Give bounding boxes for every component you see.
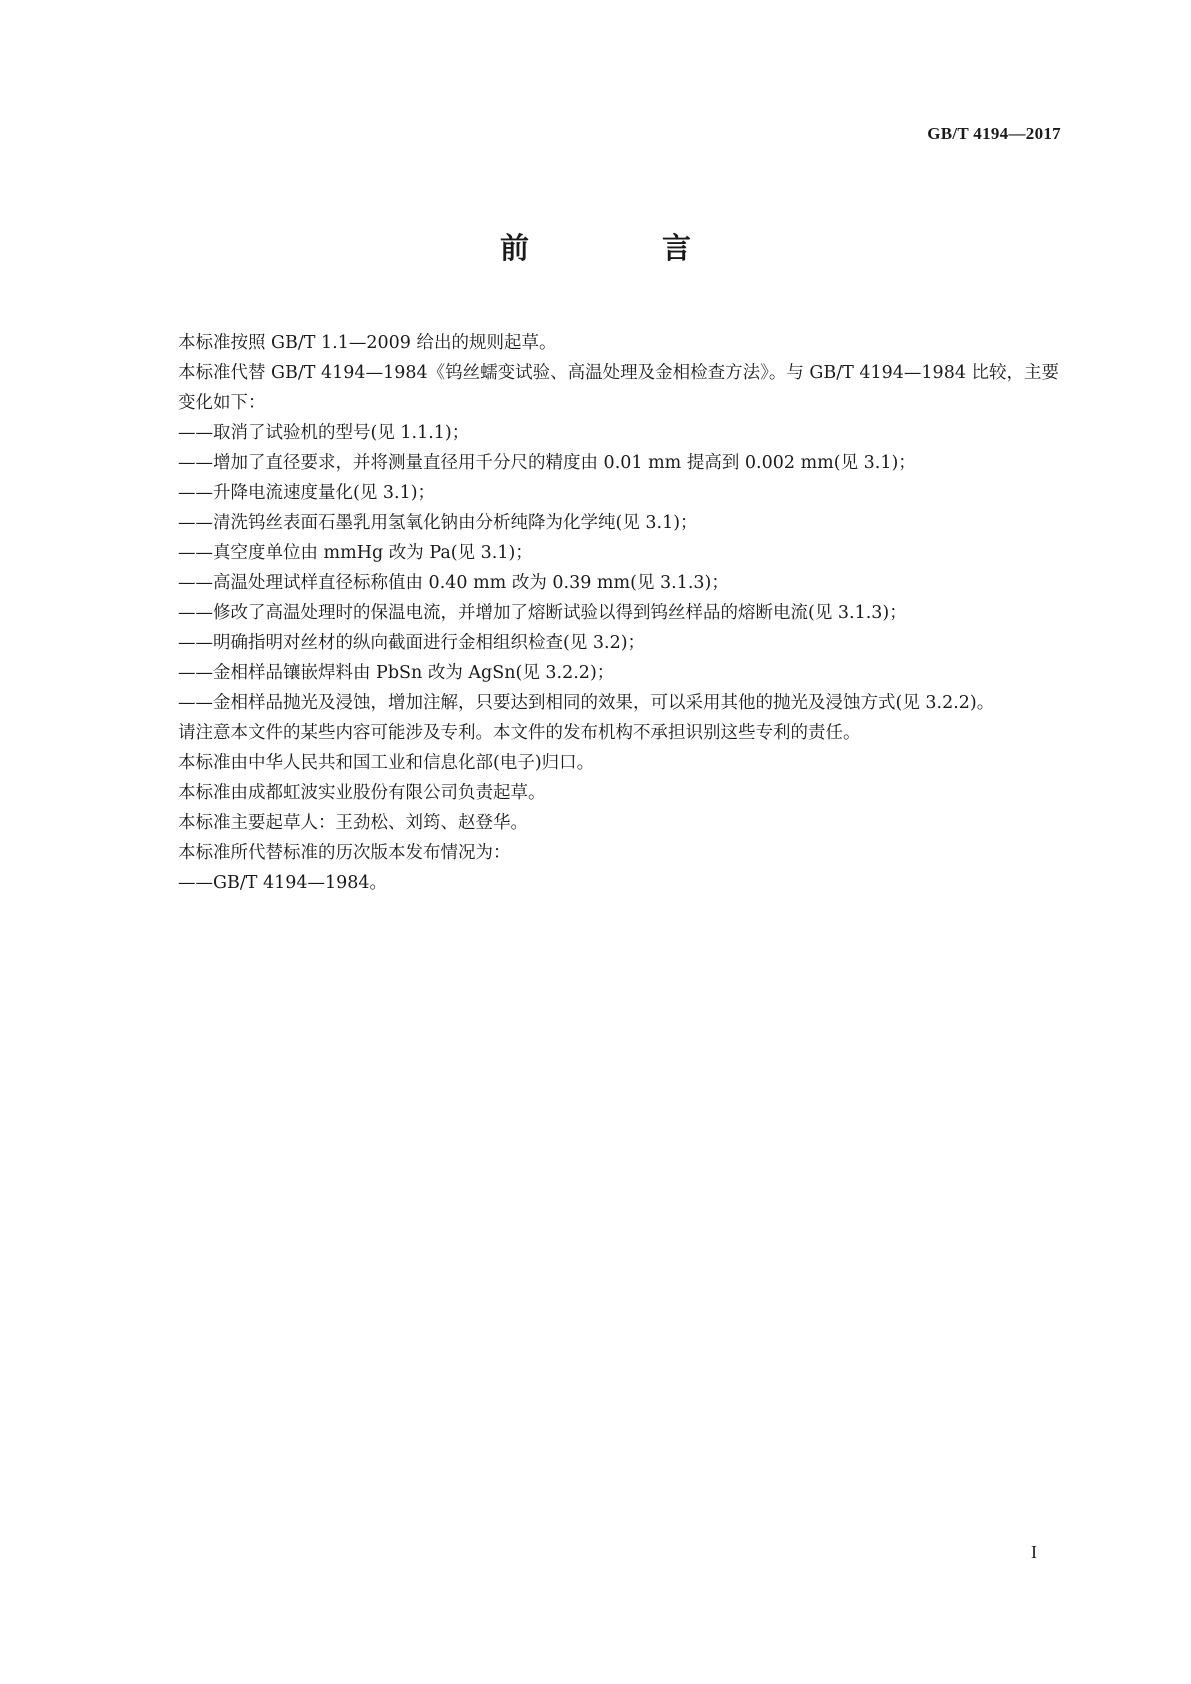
list-item: ——GB/T 4194—1984。	[178, 873, 388, 893]
paragraph-patent-notice: 请注意本文件的某些内容可能涉及专利。本文件的发布机构不承担识别这些专利的责任。	[178, 723, 861, 743]
paragraph-replacement: 本标准代替 GB/T 4194—1984《钨丝蠕变试验、高温处理及金相检查方法》。与 GB/T 4194—1984 比较，主要变化如下：	[178, 363, 1060, 413]
page-title: 前 言	[499, 231, 743, 265]
changes-list	[178, 418, 1063, 718]
paragraph-centralized-by: 本标准由中华人民共和国工业和信息化部(电子)归口。	[178, 753, 595, 773]
paragraph-drafters: 本标准主要起草人：王劲松、刘筠、赵登华。	[178, 813, 528, 833]
history-list	[178, 868, 1063, 898]
paragraph-history-intro: 本标准所代替标准的历次版本发布情况为：	[178, 843, 511, 863]
list-item: ——金相样品抛光及浸蚀，增加注解，只要达到相同的效果，可以采用其他的抛光及浸蚀方式(见 3.2.2)。	[178, 693, 995, 713]
list-item: ——修改了高温处理时的保温电流，并增加了熔断试验以得到钨丝样品的熔断电流(见 3.1.3)；	[178, 603, 907, 623]
paragraph-drafted-by: 本标准由成都虹波实业股份有限公司负责起草。	[178, 783, 546, 803]
standard-code: GB/T 4194—2017	[927, 124, 1061, 143]
list-item: ——清洗钨丝表面石墨乳用氢氧化钠由分析纯降为化学纯(见 3.1)；	[178, 513, 698, 533]
list-item: ——取消了试验机的型号(见 1.1.1)；	[178, 423, 470, 443]
page-number: I	[1031, 1542, 1037, 1562]
paragraph-drafting-rules: 本标准按照 GB/T 1.1—2009 给出的规则起草。	[178, 333, 557, 353]
list-item: ——金相样品镶嵌焊料由 PbSn 改为 AgSn(见 3.2.2)；	[178, 663, 615, 683]
list-item: ——高温处理试样直径标称值由 0.40 mm 改为 0.39 mm(见 3.1.3)；	[178, 573, 729, 593]
list-item: ——升降电流速度量化(见 3.1)；	[178, 483, 436, 503]
list-item: ——明确指明对丝材的纵向截面进行金相组织检查(见 3.2)；	[178, 633, 646, 653]
list-item: ——增加了直径要求，并将测量直径用千分尺的精度由 0.01 mm 提高到 0.002 mm(见 3.1)；	[178, 453, 916, 473]
document-body	[178, 328, 1063, 898]
list-item: ——真空度单位由 mmHg 改为 Pa(见 3.1)；	[178, 543, 533, 563]
